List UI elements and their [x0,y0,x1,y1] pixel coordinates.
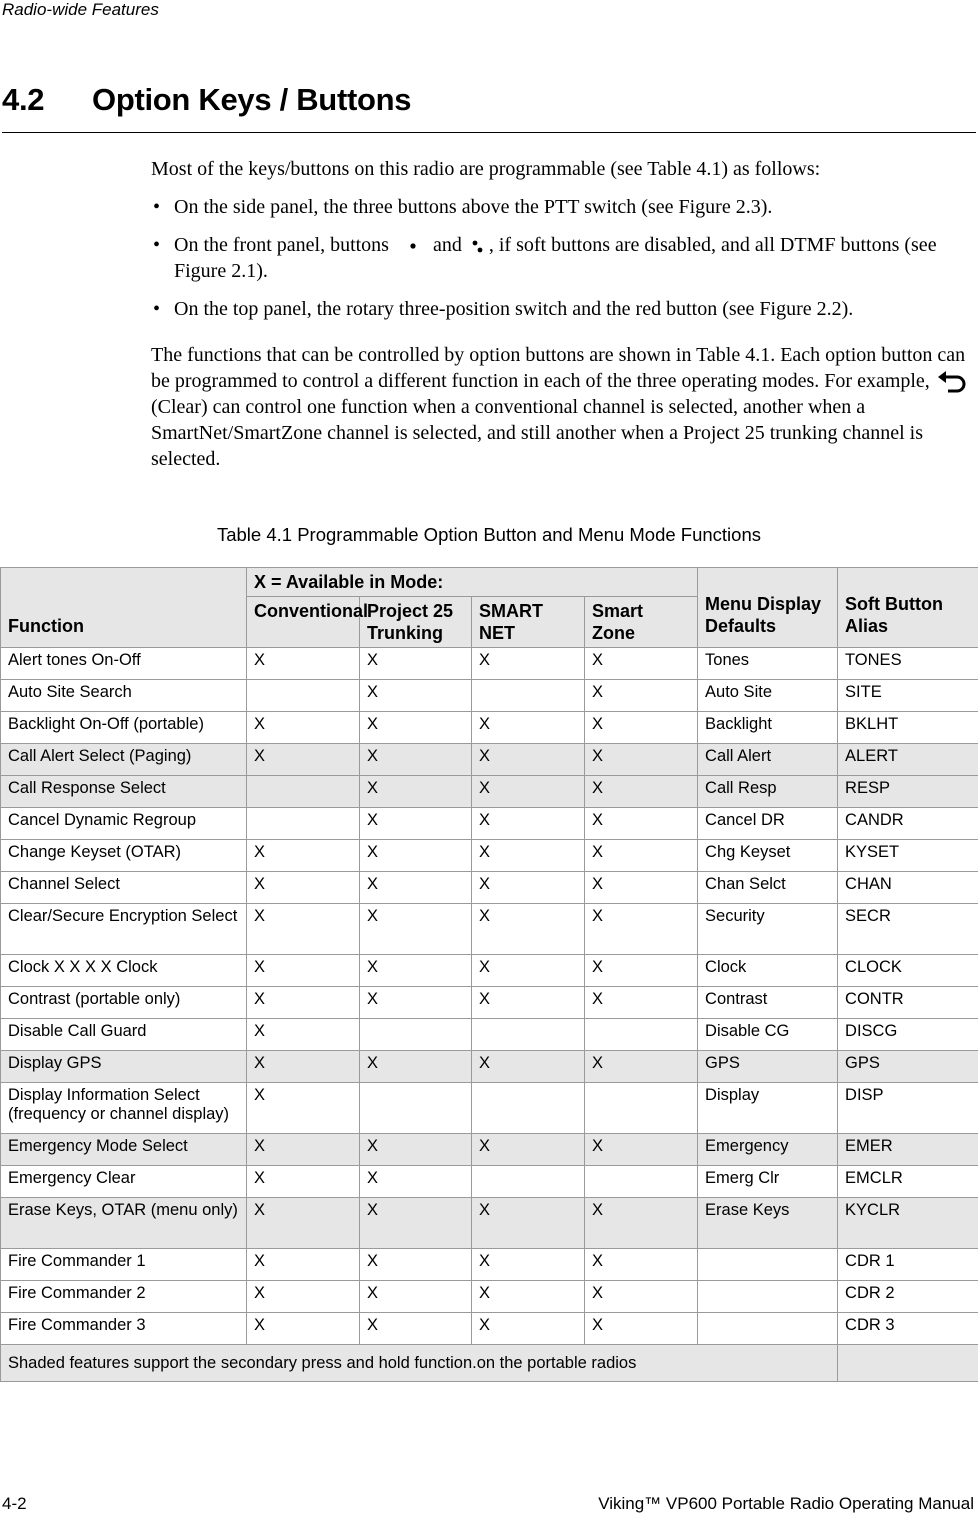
table-cell: X [247,840,360,872]
table-cell: X [472,1313,585,1345]
table-cell: X [247,987,360,1019]
table-cell: X [472,840,585,872]
table-cell: Tones [698,648,838,680]
table-cell: X [472,1281,585,1313]
section-title: Option Keys / Buttons [92,82,412,117]
table-cell: Emergency Mode Select [1,1134,247,1166]
table-cell: CDR 3 [838,1313,978,1345]
bullet-side-panel [151,194,976,220]
header-soft-button-alias: Soft Button Alias [838,568,978,648]
table-cell: X [585,712,698,744]
table-cell: X [247,712,360,744]
table-cell: X [585,808,698,840]
table-cell: X [472,712,585,744]
table-cell: X [472,955,585,987]
header-available-modes: X = Available in Mode: [247,568,698,597]
table-cell [360,1083,472,1134]
table-cell: X [585,1051,698,1083]
table-cell: CDR 1 [838,1249,978,1281]
table-cell: TONES [838,648,978,680]
table-cell: BKLHT [838,712,978,744]
table-cell: X [360,1166,472,1198]
table-cell: GPS [698,1051,838,1083]
table-cell: Cancel Dynamic Regroup [1,808,247,840]
table-cell: X [585,987,698,1019]
table-cell: X [585,1198,698,1249]
table-cell: Call Resp [698,776,838,808]
table-cell: X [360,1051,472,1083]
table-cell: Display GPS [1,1051,247,1083]
table-cell: X [472,987,585,1019]
table-note: Shaded features support the secondary press and hold function.on the portable radios [1,1345,838,1382]
table-cell: X [360,1134,472,1166]
table-cell: Display Information Select (frequency or channel display) [1,1083,247,1134]
table-cell: ALERT [838,744,978,776]
table-cell: X [360,1313,472,1345]
table-cell: X [585,648,698,680]
table-cell: Security [698,904,838,955]
table-cell: Disable Call Guard [1,1019,247,1051]
table-cell: X [585,1313,698,1345]
table-cell: X [472,1198,585,1249]
table-cell: CANDR [838,808,978,840]
table-cell: RESP [838,776,978,808]
table-cell: X [585,955,698,987]
header-smartzone: Smart Zone [585,597,698,648]
bullet-front-panel [151,232,976,284]
table-row [1,1166,978,1198]
table-cell [698,1313,838,1345]
table-cell: X [472,744,585,776]
table-cell: Backlight [698,712,838,744]
table-cell: Fire Commander 1 [1,1249,247,1281]
table-cell: Emerg Clr [698,1166,838,1198]
table-cell: Cancel DR [698,808,838,840]
table-row [1,1313,978,1345]
table-row [1,1083,978,1134]
table-row [1,1051,978,1083]
table-cell [247,776,360,808]
table-cell: X [472,1249,585,1281]
table-cell: X [472,808,585,840]
bullet-marker: • [153,234,161,256]
table-row [1,1019,978,1051]
table-row [1,872,978,904]
section-number: 4.2 [2,82,45,117]
table-header-row [1,568,978,597]
table-cell: X [360,840,472,872]
table-cell: SECR [838,904,978,955]
footer-manual-title: Viking™ VP600 Portable Radio Operating Manual [598,1494,974,1513]
table-row [1,680,978,712]
table-cell: Clear/Secure Encryption Select [1,904,247,955]
table-cell: Chg Keyset [698,840,838,872]
table-cell: X [360,1281,472,1313]
table-cell: Fire Commander 3 [1,1313,247,1345]
table-row [1,1134,978,1166]
table-cell: X [247,955,360,987]
table-cell: X [585,680,698,712]
table-row [1,955,978,987]
table-cell: Erase Keys, OTAR (menu only) [1,1198,247,1249]
table-cell: CONTR [838,987,978,1019]
table-cell: Chan Selct [698,872,838,904]
table-cell: X [585,776,698,808]
table-cell: X [247,1313,360,1345]
table-cell: X [247,648,360,680]
table-row [1,776,978,808]
table-cell: X [247,1051,360,1083]
table-cell: EMCLR [838,1166,978,1198]
bullet-text: On the top panel, the rotary three-position switch and the red button (see Figure 2.2). [174,298,854,320]
table-cell: CLOCK [838,955,978,987]
table-row [1,1198,978,1249]
table-row [1,808,978,840]
table-cell: X [247,1166,360,1198]
table-cell: SITE [838,680,978,712]
table-cell: X [472,648,585,680]
table-cell: Call Alert [698,744,838,776]
table-cell: KYCLR [838,1198,978,1249]
table-cell: Call Alert Select (Paging) [1,744,247,776]
table-cell: X [360,987,472,1019]
functions-text-rest: (Clear) can control one function when a conventional channel is selected, another when a SmartNet/SmartZone channel is selected, and still another when a Project 25 trunking channel is selected. [151,396,924,471]
table-cell [698,1249,838,1281]
two-dot-button-icon [467,236,489,256]
table-row [1,987,978,1019]
table-cell: GPS [838,1051,978,1083]
table-note-empty [838,1345,978,1382]
table-row [1,840,978,872]
header-function: Function [1,568,247,648]
heading-rule [2,132,976,133]
table-cell: X [585,872,698,904]
table-cell: X [360,648,472,680]
table-cell: X [360,1198,472,1249]
table-cell: Contrast (portable only) [1,987,247,1019]
table-cell: X [472,872,585,904]
table-cell: X [247,872,360,904]
table-cell: X [472,776,585,808]
bullet-text-rest: , if soft buttons are disabled, and all DTMF buttons (see Figure 2.1). [174,234,937,282]
table-cell: X [585,744,698,776]
table-row [1,1249,978,1281]
table-cell: X [247,1083,360,1134]
header-menu-display: Menu Display Defaults [698,568,838,648]
table-cell: X [585,1134,698,1166]
table-cell: X [247,1019,360,1051]
table-cell: KYSET [838,840,978,872]
footer-page-number: 4-2 [2,1494,27,1513]
table-cell: Erase Keys [698,1198,838,1249]
table-cell: X [472,1051,585,1083]
table-cell: Clock [698,955,838,987]
body-text [151,156,976,472]
table-note-row [1,1345,978,1382]
one-dot-button-icon [394,236,428,256]
table-cell: X [360,904,472,955]
table-cell: DISP [838,1083,978,1134]
table-cell: Contrast [698,987,838,1019]
section-heading [2,82,411,118]
table-cell: X [585,1281,698,1313]
table-cell: Fire Commander 2 [1,1281,247,1313]
table-row [1,648,978,680]
table-row [1,904,978,955]
table-row [1,744,978,776]
table-cell: Call Response Select [1,776,247,808]
header-smartnet: SMART NET [472,597,585,648]
table-cell [585,1019,698,1051]
table-cell: X [247,1249,360,1281]
table-cell: X [360,808,472,840]
bullet-text-and: and [432,234,462,256]
header-conventional: Conventional [247,597,360,648]
bullet-marker: • [153,298,161,320]
table-cell: X [360,776,472,808]
table-cell: X [247,1198,360,1249]
table-cell [585,1083,698,1134]
table-cell: X [247,904,360,955]
bullet-text: On the side panel, the three buttons above the PTT switch (see Figure 2.3). [174,196,773,218]
table-cell: EMER [838,1134,978,1166]
table-cell: Backlight On-Off (portable) [1,712,247,744]
table-row [1,712,978,744]
table-cell: Emergency Clear [1,1166,247,1198]
table-cell: X [472,904,585,955]
table-cell [585,1166,698,1198]
table-cell: X [360,872,472,904]
table-cell [472,1083,585,1134]
table-cell: X [247,1281,360,1313]
table-cell: X [585,1249,698,1281]
table-cell: X [247,744,360,776]
table-cell [698,1281,838,1313]
bullet-marker: • [153,196,161,218]
functions-table [0,567,978,1382]
table-cell: DISCG [838,1019,978,1051]
table-cell [472,680,585,712]
table-cell: Auto Site Search [1,680,247,712]
table-cell: X [585,840,698,872]
bullet-top-panel [151,296,976,322]
table-cell [472,1166,585,1198]
table-cell: Disable CG [698,1019,838,1051]
intro-paragraph: Most of the keys/buttons on this radio are programmable (see Table 4.1) as follows: [151,158,821,180]
bullet-text: On the front panel, buttons [174,234,389,256]
running-head: Radio-wide Features [2,0,159,19]
table-cell: Clock X X X X Clock [1,955,247,987]
table-cell: Change Keyset (OTAR) [1,840,247,872]
table-cell: Alert tones On-Off [1,648,247,680]
table-row [1,1281,978,1313]
table-cell: X [360,1249,472,1281]
table-cell: X [360,955,472,987]
table-cell [360,1019,472,1051]
table-cell: CHAN [838,872,978,904]
table-cell: Display [698,1083,838,1134]
header-project25: Project 25 Trunking [360,597,472,648]
table-cell: X [360,680,472,712]
table-cell: X [360,712,472,744]
table-cell: X [472,1134,585,1166]
clear-return-arrow-icon [935,370,969,394]
table-cell: X [360,744,472,776]
table-cell: CDR 2 [838,1281,978,1313]
functions-paragraph [151,342,976,472]
functions-text: The functions that can be controlled by option buttons are shown in Table 4.1. Each option button can be programmed to control a different function in each of the three operating modes. For example, [151,344,966,392]
table-cell: Auto Site [698,680,838,712]
table-cell: Channel Select [1,872,247,904]
table-caption: Table 4.1 Programmable Option Button and Menu Mode Functions [216,524,761,545]
table-cell: Emergency [698,1134,838,1166]
table-cell [247,680,360,712]
table-cell: X [247,1134,360,1166]
table-cell [247,808,360,840]
table-cell: X [585,904,698,955]
table-cell [472,1019,585,1051]
